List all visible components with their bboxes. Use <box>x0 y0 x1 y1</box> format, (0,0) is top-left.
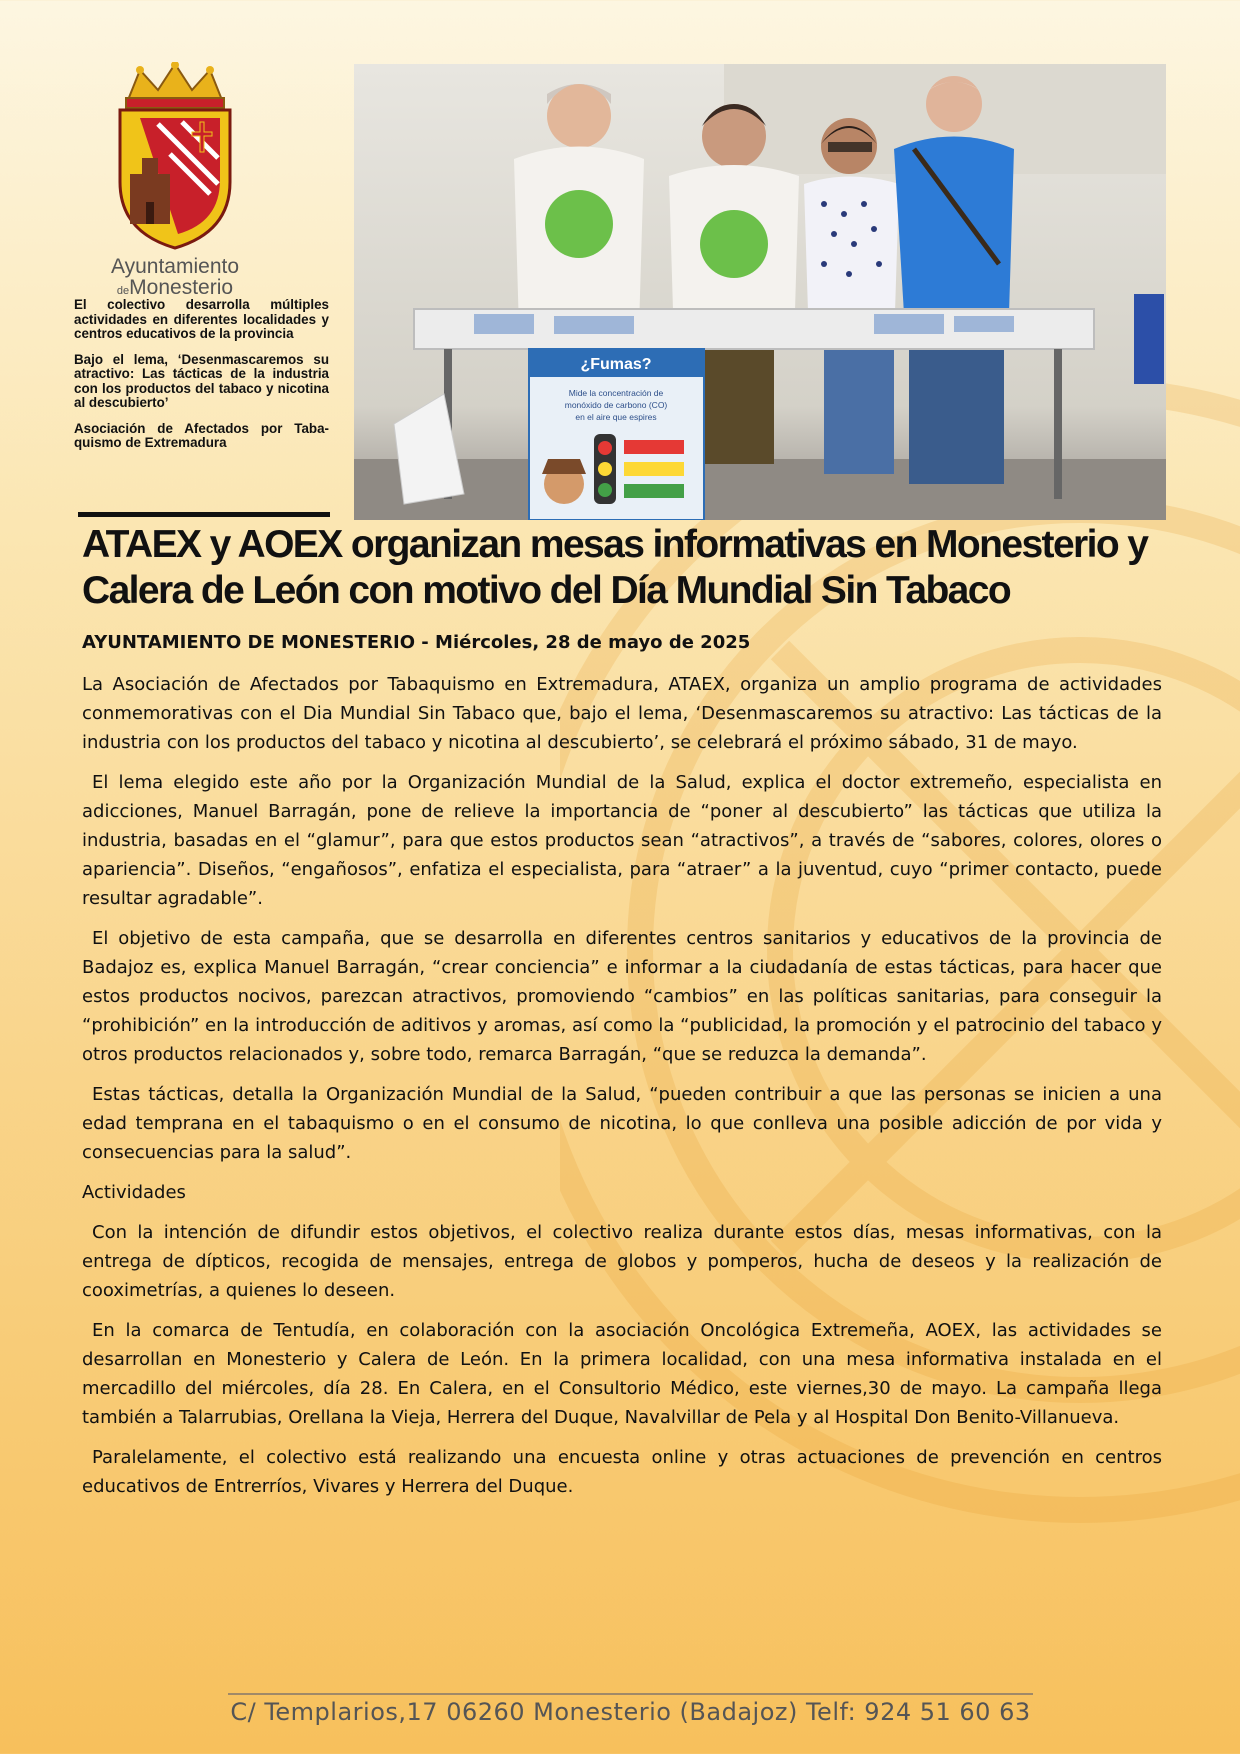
svg-text:Mide la concentración de: Mide la concentración de <box>568 388 664 398</box>
article-highlights <box>74 298 329 462</box>
article-photo <box>354 64 1166 520</box>
wordmark-line1: Ayuntamiento <box>110 255 240 278</box>
article-paragraph: En la comarca de Tentudía, en colaboración con la asociación Oncológica Extremeña, AOEX, las actividades se desarrollan en Monesterio y Calera de León. En la primera localidad, con una mesa informativa instalada en el mercadillo del miércoles, día 28. En Calera, en el Consultorio Médico, este viernes,30 de mayo. La campaña llega también a Talarrubias, Orellana la Vieja, Herrera del Duque, Navalvillar de Pela y al Hospital Don Benito-Villanueva. <box>82 1320 1162 1428</box>
article-body <box>82 670 1162 1512</box>
article-paragraph: La Asociación de Afectados por Tabaquismo en Extremadura, ATAEX, organiza un amplio programa de actividades conmemorativas con el Dia Mundial Sin Tabaco que, bajo el lema, ‘Desenmascaremos su atractivo: Las tácticas de la industria con los productos del tabaco y nicotina al descubierto’, se celebrará el próximo sábado, 31 de mayo. <box>82 674 1162 753</box>
article-paragraph: Con la intención de difundir estos objetivos, el colectivo realiza durante estos días, mesas informativas, con la entrega de dípticos, recogida de mensajes, entrega de globos y pomperos, hucha de deseos y la realización de cooximetrías, a quienes lo deseen. <box>82 1222 1162 1301</box>
highlight-item: Asociación de Afectados por Tabaquismo de Extremadura <box>74 420 329 450</box>
municipality-wordmark <box>80 256 270 298</box>
wordmark-line2: deMonesterio <box>116 276 234 299</box>
highlight-item: Bajo el lema, ‘Desenmascaremos su atractivo: Las tácticas de la industria con los productos del tabaco y nicotina al descubierto’ <box>74 351 329 410</box>
poster-title: ¿Fumas? <box>580 356 652 373</box>
article-paragraph: Paralelamente, el colectivo está realizando una encuesta online y otras actuaciones de prevención en centros educativos de Entrerríos, Vivares y Herrera del Duque. <box>82 1447 1162 1497</box>
article-byline: AYUNTAMIENTO DE MONESTERIO - Miércoles, 28 de mayo de 2025 <box>82 632 751 653</box>
highlights-divider <box>78 512 330 517</box>
svg-text:monóxido de carbono (CO): monóxido de carbono (CO) <box>564 400 668 410</box>
article-headline: ATAEX y AOEX organizan mesas informativas en Monesterio y Calera de León con motivo del Día Mundial Sin Tabaco <box>82 523 1148 612</box>
highlight-item: El colectivo desarrolla múltiples actividades en diferentes localidades y centros educativos de la provincia <box>74 297 329 341</box>
article-paragraph: Estas tácticas, detalla la Organización Mundial de la Salud, “pueden contribuir a que las personas se inicien a una edad temprana en el tabaquismo o en el consumo de nicotina, lo que conlleva una posible adicción de por vida y consecuencias para la salud”. <box>82 1084 1162 1163</box>
svg-text:en el aire que espires: en el aire que espires <box>575 412 657 422</box>
article-paragraph: El lema elegido este año por la Organización Mundial de la Salud, explica el doctor extremeño, especialista en adicciones, Manuel Barragán, pone de relieve la importancia de “poner al descubierto” las tácticas que utiliza la industria, basadas en el “glamur”, para que estos productos sean “atractivos”, a través de “sabores, colores, olores o apariencia”. Diseños, “engañosos”, enfatiza el especialista, para “atraer” a la juventud, cuyo “primer contacto, puede resultar agradable”. <box>82 772 1162 909</box>
section-heading: Actividades <box>82 1182 186 1203</box>
footer-address: C/ Templarios,17 06260 Monesterio (Badajoz) Telf: 924 51 60 63 <box>230 1698 1031 1726</box>
footer-divider <box>228 1693 1033 1695</box>
photo-illustration <box>354 64 1166 520</box>
article-paragraph: El objetivo de esta campaña, que se desarrolla en diferentes centros sanitarios y educativos de la provincia de Badajoz es, explica Manuel Barragán, “crear conciencia” e informar a la ciudadanía de estas tácticas, para hacer que estos productos nocivos, parezcan atractivos, promoviendo “cambios” en las políticas sanitarias, para conseguir la “prohibición” en la introducción de aditivos y aromas, así como la “publicidad, la promoción y el patrocinio del tabaco y otros productos relacionados y, sobre todo, remarca Barragán, “que se reduzca la demanda”. <box>82 928 1162 1065</box>
coat-of-arms-logo <box>100 62 250 252</box>
